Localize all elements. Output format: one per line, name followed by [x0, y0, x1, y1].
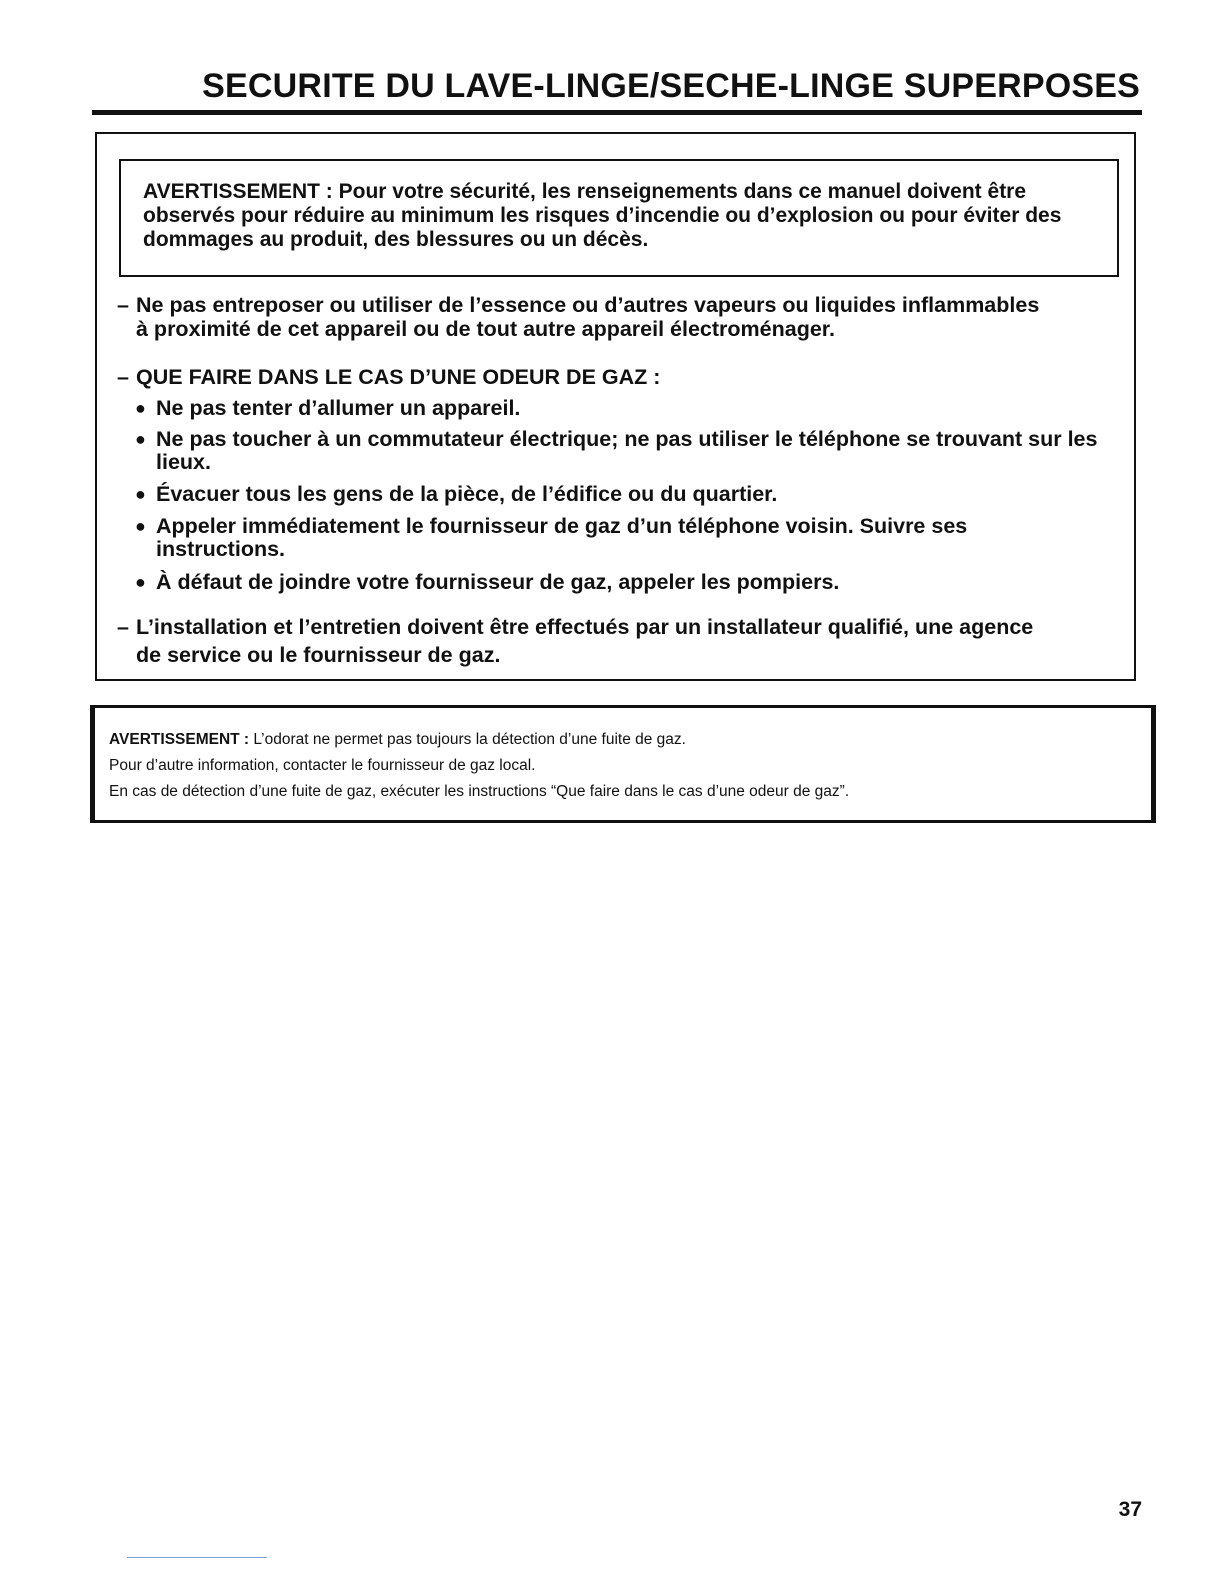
bullet-item [135, 571, 1115, 594]
bullet-item [135, 515, 1055, 561]
gas-leak-warning-box [90, 705, 1156, 823]
bullet-item [135, 397, 1115, 420]
footer-rule [127, 1557, 267, 1558]
bullet-text: À défaut de joindre votre fournisseur de gaz, appeler les pompiers. [156, 570, 840, 594]
warning-label: AVERTISSEMENT : [109, 731, 250, 748]
bullet-icon: ● [135, 572, 146, 592]
list-item-text: QUE FAIRE DANS LE CAS D’UNE ODEUR DE GAZ : [136, 365, 661, 389]
bullet-icon: ● [135, 429, 146, 449]
info-line: Pour d’autre information, contacter le fournisseur de gaz local. [109, 757, 536, 774]
warning-line-text: L’odorat ne permet pas toujours la détection d’une fuite de gaz. [249, 731, 686, 748]
safety-box [95, 132, 1136, 681]
instructions-line: En cas de détection d’une fuite de gaz, exécuter les instructions “Que faire dans le cas d’une odeur de gaz”. [109, 783, 850, 800]
dash-marker: – [117, 293, 129, 317]
page-title: SECURITE DU LAVE-LINGE/SECHE-LINGE SUPERPOSES [202, 67, 1140, 105]
list-item-installation [117, 613, 1047, 669]
bullet-text: Évacuer tous les gens de la pièce, de l’édifice ou du quartier. [156, 482, 778, 506]
list-item-text: L’installation et l’entretien doivent être effectués par un installateur qualifié, une agence de service ou le fournisseur de gaz. [136, 615, 1034, 667]
bullet-text: Ne pas toucher à un commutateur électrique; ne pas utiliser le téléphone se trouvant sur les lieux. [156, 427, 1098, 474]
bullet-text: Ne pas tenter d’allumer un appareil. [156, 396, 521, 420]
list-item-text: Ne pas entreposer ou utiliser de l’essence ou d’autres vapeurs ou liquides inflammables à proximité de cet appareil ou de tout autre appareil électroménager. [136, 293, 1040, 341]
list-item-gasoline [117, 293, 1047, 341]
bullet-item [135, 428, 1115, 474]
list-item-gas-odor-heading [117, 365, 1107, 389]
dash-marker: – [117, 615, 129, 639]
bullet-icon: ● [135, 484, 146, 504]
warning-line [109, 727, 1151, 753]
warning-box [119, 159, 1119, 277]
title-rule [92, 110, 1142, 115]
bullet-text: Appeler immédiatement le fournisseur de gaz d’un téléphone voisin. Suivre ses instructions. [156, 514, 968, 561]
page-number: 37 [1118, 1498, 1142, 1521]
warning-text: AVERTISSEMENT : Pour votre sécurité, les renseignements dans ce manuel doivent être observés pour réduire au minimum les risques d’incendie ou d’explosion ou pour éviter des dommages au produit, des blessures ou un décès. [143, 180, 1062, 251]
dash-marker: – [117, 365, 129, 389]
bullet-icon: ● [135, 516, 146, 536]
bullet-item [135, 483, 1115, 506]
bullet-icon: ● [135, 398, 146, 418]
